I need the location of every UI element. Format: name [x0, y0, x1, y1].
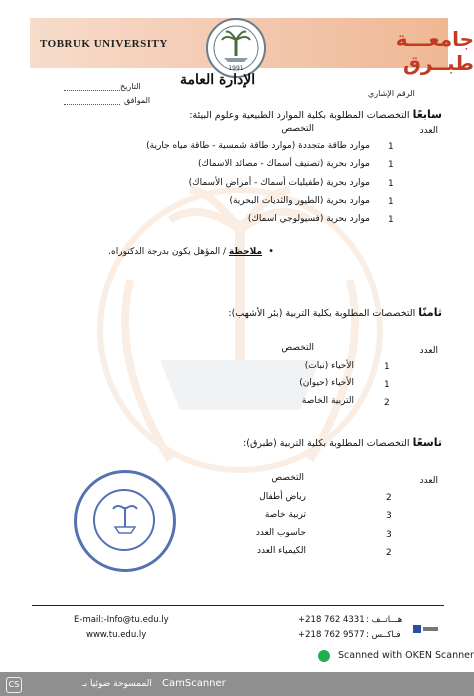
note-label: ملاحظة — [228, 247, 263, 257]
footer-phone-label: هـــاتــف : — [366, 615, 403, 625]
section-9-heading — [243, 436, 442, 449]
camscanner-bar — [0, 672, 474, 696]
footer-fax-label: فـاكــس : — [366, 630, 401, 640]
section-7-row-2-specialty: موارد بحرية (تصنيف أسماك - مصائد الاسماك) — [198, 159, 370, 169]
note-text: / المؤهل يكون بدرجة الدكتوراه. — [108, 247, 227, 257]
section-7-row-3-specialty: موارد بحرية (طفيليات أسماك - أمراض الأسماك) — [188, 178, 370, 188]
bullet-icon: • — [264, 246, 274, 257]
university-name-en: TOBRUK UNIVERSITY — [40, 38, 168, 50]
section-7-heading — [189, 108, 442, 121]
section-9-row-2-specialty: تربية خاصة — [264, 510, 306, 520]
section-7-row-5-count: 1 — [388, 215, 394, 225]
section-7-row-4-specialty: موارد بحرية (الطيور والثديات البحرية) — [229, 196, 370, 206]
corresponding-field-line — [64, 104, 120, 105]
footer-email: E-mail:-Info@tu.edu.ly — [74, 615, 169, 625]
president-stamp — [74, 470, 176, 572]
palm-seal-icon — [208, 20, 264, 76]
section-7-row-5-specialty: موارد بحرية (فسيولوجي اسماك) — [247, 214, 370, 224]
section-8-row-1-count: 1 — [384, 362, 390, 372]
section-9-row-1-count: 2 — [386, 493, 392, 503]
camscanner-label: CamScanner — [162, 678, 226, 689]
department-title: الإدارة العامة — [180, 72, 256, 88]
date-field-line — [64, 90, 120, 91]
section-8-row-2-count: 1 — [384, 380, 390, 390]
section-8-row-3-specialty: التربية الخاصة — [301, 396, 354, 406]
camscanner-ar-label: الممسوحة ضوئيا بـ — [82, 679, 152, 689]
telecom-logo-icon — [412, 622, 440, 636]
ref-number-label: الرقم الإشاري — [368, 89, 415, 98]
section-9-count-header: العدد — [419, 476, 438, 486]
section-8-specialty-header: التخصص — [281, 343, 314, 353]
footer-phone: +218 762 4331 — [298, 615, 365, 625]
section-9-row-3-specialty: حاسوب العدد — [255, 528, 306, 538]
stamp-emblem-icon — [107, 501, 143, 537]
watermark-seal-icon — [90, 160, 390, 500]
section-9-row-4-count: 2 — [386, 548, 392, 558]
section-9-ordinal: تاسعًا — [412, 436, 442, 449]
oken-scanner-icon — [318, 650, 330, 662]
footer-fax: +218 762 9577 — [298, 630, 365, 640]
section-8-count-header: العدد — [419, 346, 438, 356]
section-9-specialty-header: التخصص — [271, 473, 304, 483]
footer-website: www.tu.edu.ly — [86, 630, 147, 640]
section-7-row-4-count: 1 — [388, 197, 394, 207]
footer-divider — [32, 605, 444, 606]
oken-scanner-label: Scanned with OKEN Scanner — [338, 650, 474, 661]
section-8-ordinal: ثامنًا — [418, 306, 442, 319]
section-7-specialty-header: التخصص — [281, 124, 314, 134]
camscanner-badge-icon: CS — [6, 677, 22, 693]
university-seal-logo — [206, 18, 266, 78]
section-7-row-1-count: 1 — [388, 142, 394, 152]
university-name-ar: جامعـــة طبــرق — [395, 27, 474, 75]
corresponding-date-label: الموافق — [124, 96, 151, 105]
section-9-title: التخصصات المطلوبة بكلية التربية (طبرق): — [243, 438, 410, 449]
section-7-row-2-count: 1 — [388, 160, 394, 170]
section-8-row-3-count: 2 — [384, 398, 390, 408]
section-7-count-header: العدد — [419, 126, 438, 136]
section-7-ordinal: سابعًا — [412, 108, 442, 121]
date-label: التاريخ — [120, 82, 141, 91]
section-8-heading — [228, 306, 442, 319]
section-9-row-4-specialty: الكيمياء العدد — [257, 546, 306, 556]
section-9-row-3-count: 3 — [386, 530, 392, 540]
section-9-row-2-count: 3 — [386, 511, 392, 521]
section-8-row-1-specialty: الأحياء (نبات) — [304, 361, 354, 371]
section-7-row-1-specialty: موارد طاقة متجددة (موارد طاقة شمسية - طاقة مياه جارية) — [146, 141, 370, 151]
section-9-row-1-specialty: رياض أطفال — [259, 492, 306, 502]
section-7-title: التخصصات المطلوبة بكلية الموارد الطبيعية وعلوم البيئة: — [189, 110, 410, 121]
seal-year: 1991 — [228, 65, 244, 72]
section-7-note — [108, 246, 274, 257]
section-8-row-2-specialty: الأحياء (حيوان) — [299, 378, 354, 388]
section-7-row-3-count: 1 — [388, 179, 394, 189]
section-8-title: التخصصات المطلوبة بكلية التربية (بئر الأشهب): — [228, 308, 416, 319]
